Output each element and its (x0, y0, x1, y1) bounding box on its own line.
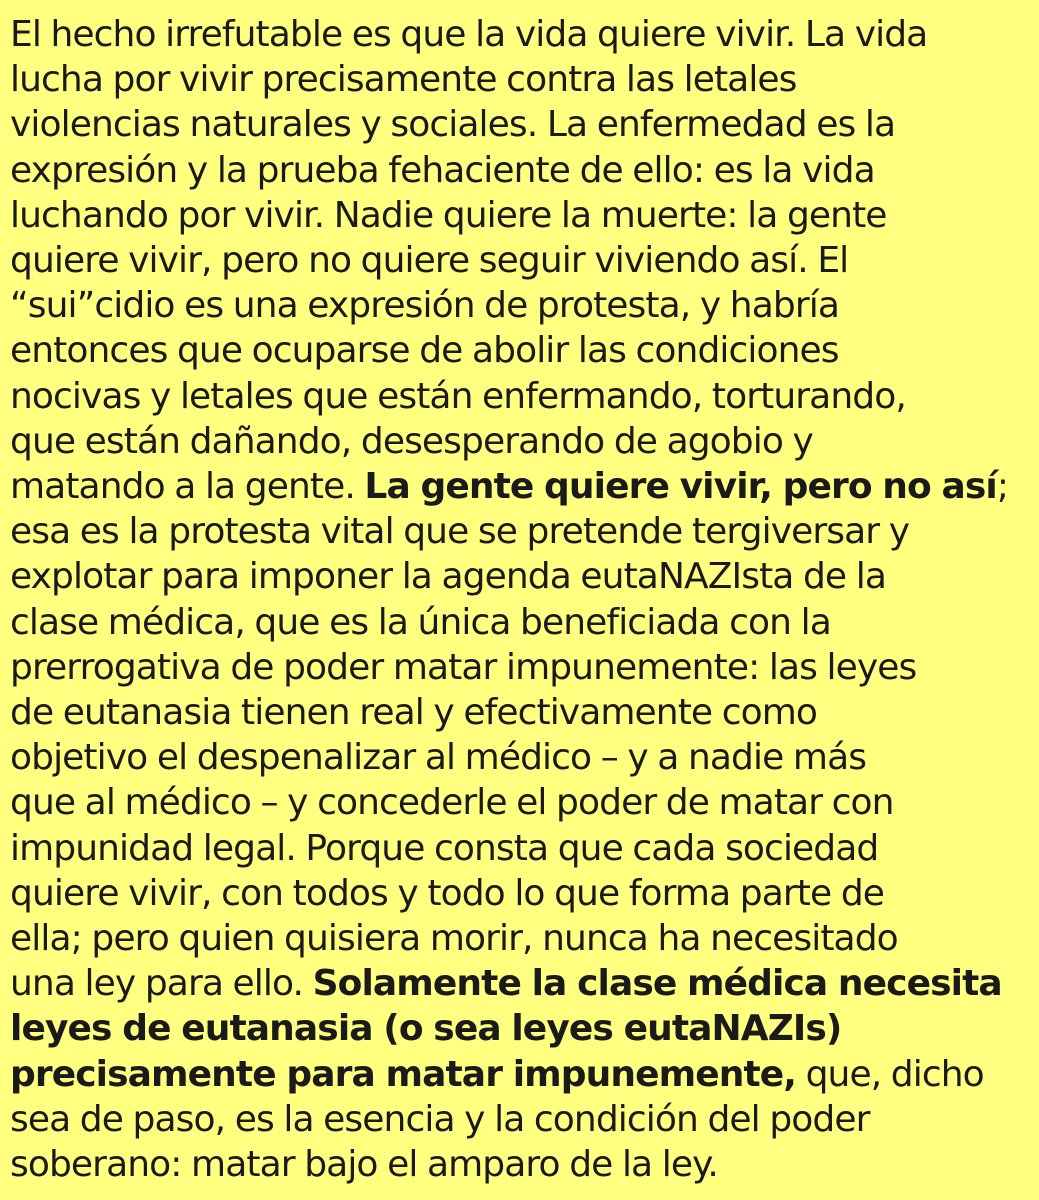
text-line (10, 283, 1032, 328)
text-segment: que al médico – y concederle el poder de matar con (10, 782, 894, 824)
bold-text-segment: La gente quiere vivir, pero no así (364, 466, 997, 508)
text-line (10, 193, 1032, 238)
text-line (10, 554, 1032, 599)
text-segment: prerrogativa de poder matar impunemente: las leyes (10, 646, 917, 688)
text-segment: impunidad legal. Porque consta que cada sociedad (10, 827, 879, 869)
text-line (10, 509, 1032, 554)
text-segment: “sui”cidio es una expresión de protesta, y habría (10, 285, 840, 327)
text-line (10, 780, 1032, 825)
text-line (10, 1006, 1032, 1051)
text-segment: soberano: matar bajo el amparo de la ley. (10, 1144, 718, 1186)
text-segment: violencias naturales y sociales. La enfermedad es la (10, 104, 896, 146)
text-segment: que están dañando, desesperando de agobio y (10, 420, 813, 462)
text-segment: entonces que ocuparse de abolir las condiciones (10, 330, 839, 372)
text-line (10, 645, 1032, 690)
text-segment: nocivas y letales que están enfermando, torturando, (10, 375, 906, 417)
text-line (10, 12, 1032, 57)
text-line (10, 464, 1032, 509)
text-segment: matando a la gente. (10, 466, 365, 508)
text-segment: quiere vivir, pero no quiere seguir viviendo así. El (10, 240, 849, 282)
text-line (10, 238, 1032, 283)
text-line (10, 374, 1032, 419)
text-segment: que, dicho (796, 1053, 984, 1095)
text-line (10, 57, 1032, 102)
text-line (10, 1052, 1032, 1097)
text-segment: expresión y la prueba fehaciente de ello: es la vida (10, 149, 875, 191)
text-segment: ; (996, 466, 1009, 508)
paragraph (10, 12, 1032, 1187)
text-segment: esa es la protesta vital que se pretende tergiversar y (10, 511, 910, 553)
text-segment: luchando por vivir. Nadie quiere la muerte: la gente (10, 194, 887, 236)
text-line (10, 690, 1032, 735)
bold-text-segment: Solamente la clase médica necesita (312, 963, 1002, 1005)
text-segment: ella; pero quien quisiera morir, nunca ha necesitado (10, 918, 898, 960)
text-line (10, 1097, 1032, 1142)
text-segment: de eutanasia tienen real y efectivamente como (10, 692, 818, 734)
text-segment: objetivo el despenalizar al médico – y a nadie más (10, 737, 867, 779)
text-line (10, 735, 1032, 780)
text-segment: sea de paso, es la esencia y la condición del poder (10, 1098, 870, 1140)
bold-text-segment: precisamente para matar impunemente, (10, 1053, 797, 1095)
text-segment: explotar para imponer la agenda eutaNAZIsta de la (10, 556, 886, 598)
text-segment: lucha por vivir precisamente contra las letales (10, 59, 797, 101)
text-segment: quiere vivir, con todos y todo lo que forma parte de (10, 872, 885, 914)
text-line (10, 148, 1032, 193)
text-line (10, 916, 1032, 961)
text-line (10, 826, 1032, 871)
text-segment: una ley para ello. (10, 963, 313, 1005)
text-line (10, 328, 1032, 373)
text-line (10, 600, 1032, 645)
text-segment: clase médica, que es la única beneficiada con la (10, 601, 831, 643)
bold-text-segment: leyes de eutanasia (o sea leyes eutaNAZIs) (10, 1008, 842, 1050)
text-line (10, 871, 1032, 916)
text-line (10, 419, 1032, 464)
text-line (10, 961, 1032, 1006)
text-segment: El hecho irrefutable es que la vida quiere vivir. La vida (10, 14, 928, 55)
text-line (10, 102, 1032, 147)
text-line (10, 1142, 1032, 1187)
